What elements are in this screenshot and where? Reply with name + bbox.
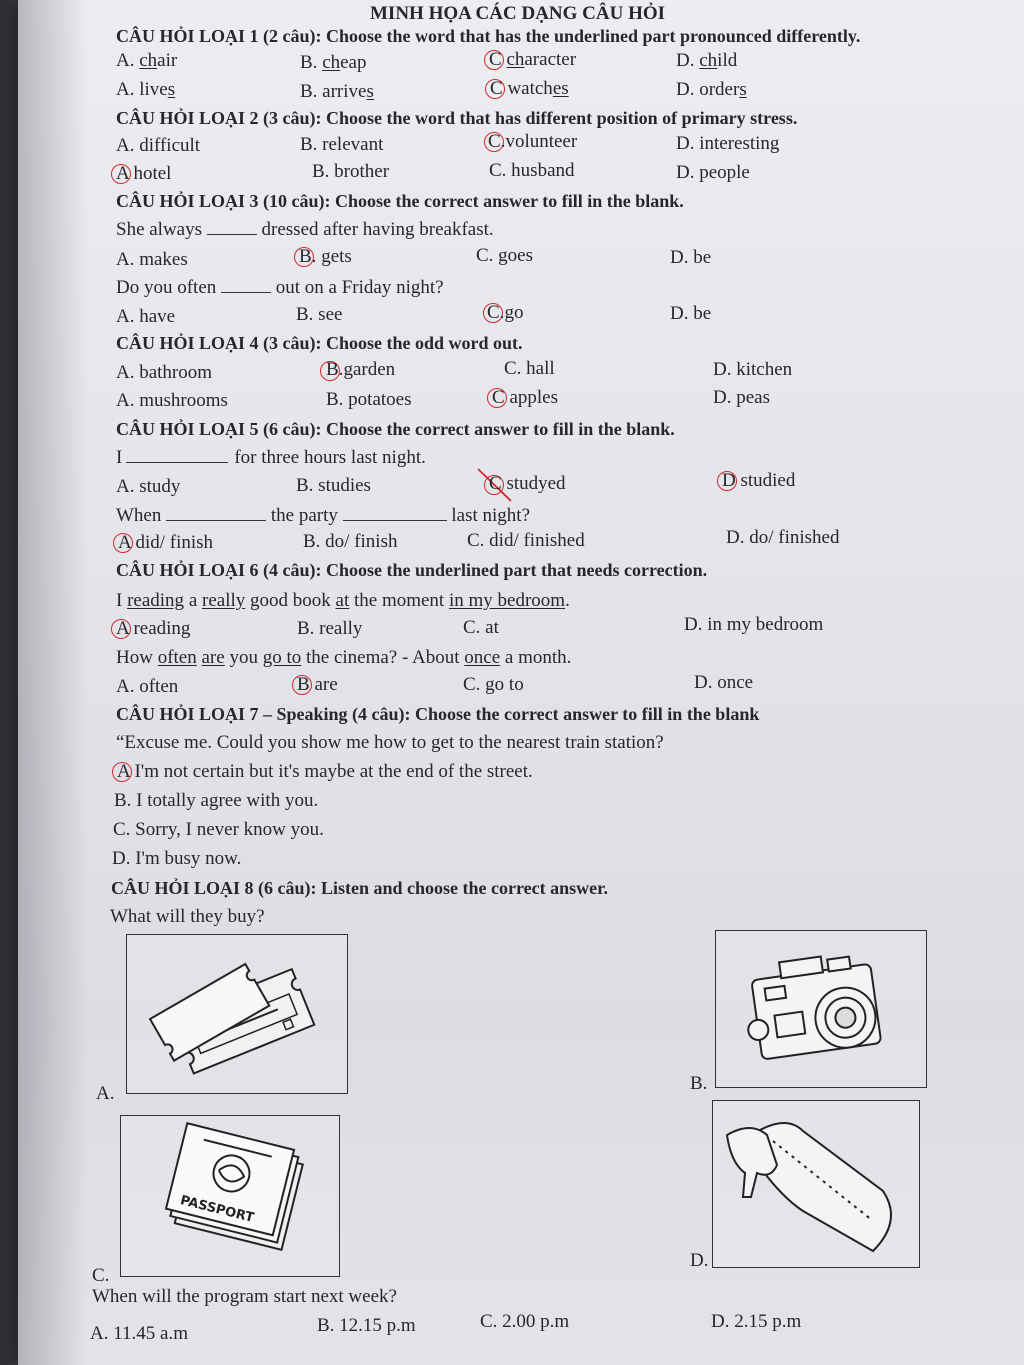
q7-heading: CÂU HỎI LOẠI 7 – Speaking (4 câu): Choose the correct answer to fill in the blank xyxy=(116,704,760,724)
passport-icon xyxy=(121,1116,339,1276)
picture-d-label: D. xyxy=(690,1250,709,1271)
q7-option-c[interactable]: C. Sorry, I never know you. xyxy=(113,819,324,840)
q6-sentence-2: How often are you go to the cinema? - About once a month. xyxy=(116,647,572,668)
q4-r1-option-a[interactable]: A. bathroom xyxy=(116,362,213,383)
q1-r2-option-a[interactable]: A. lives xyxy=(116,79,176,100)
q5-sentence-1: I for three hours last night. xyxy=(116,447,426,468)
q6-sentence-1: I reading a really good book at the moment in my bedroom. xyxy=(116,590,570,611)
q3-s2-option-b[interactable]: B. see xyxy=(296,304,343,325)
q6-s1-option-d[interactable]: D. in my bedroom xyxy=(684,614,824,635)
q8-question: What will they buy? xyxy=(110,906,265,927)
q3-s2-option-c[interactable]: C.go xyxy=(487,302,524,323)
q7-option-d[interactable]: D. I'm busy now. xyxy=(112,848,242,869)
q3-s2-option-a[interactable]: A. have xyxy=(116,306,176,327)
q4-heading: CÂU HỎI LOẠI 4 (3 câu): Choose the odd word out. xyxy=(116,333,523,353)
q5-s1-option-b[interactable]: B. studies xyxy=(296,475,371,496)
q1-heading: CÂU HỎI LOẠI 1 (2 câu): Choose the word that has the underlined part pronounced differently. xyxy=(116,26,861,46)
q6-s1-option-a[interactable]: A reading xyxy=(116,618,191,639)
q5-s2-option-c[interactable]: C. did/ finished xyxy=(467,530,585,551)
q5-s1-option-c[interactable]: C studyed xyxy=(489,473,566,494)
q1-r1-option-c[interactable]: C character xyxy=(489,49,577,70)
q8-q2-option-c[interactable]: C. 2.00 p.m xyxy=(480,1311,570,1332)
q5-s2-option-a[interactable]: A did/ finish xyxy=(118,532,214,553)
q1-r2-option-d[interactable]: D. orders xyxy=(676,79,747,100)
q8-heading: CÂU HỎI LOẠI 8 (6 câu): Listen and choose the correct answer. xyxy=(111,878,608,898)
q4-r2-option-b[interactable]: B. potatoes xyxy=(326,389,412,410)
q6-s1-option-b[interactable]: B. really xyxy=(297,618,363,639)
q4-r1-option-b[interactable]: B.garden xyxy=(326,359,396,380)
picture-d-clothes[interactable] xyxy=(712,1100,920,1268)
q2-r1-option-d[interactable]: D. interesting xyxy=(676,133,780,154)
q2-r2-option-a[interactable]: A hotel xyxy=(116,163,172,184)
q2-r1-option-c[interactable]: C.volunteer xyxy=(488,131,578,152)
q5-s2-option-b[interactable]: B. do/ finish xyxy=(303,531,398,552)
q4-r2-option-a[interactable]: A. mushrooms xyxy=(116,390,228,411)
q2-r2-option-d[interactable]: D. people xyxy=(676,162,750,183)
q5-s1-option-a[interactable]: A. study xyxy=(116,476,181,497)
q6-s2-option-c[interactable]: C. go to xyxy=(463,674,524,695)
picture-a-ticket[interactable] xyxy=(126,934,348,1094)
q7-option-a[interactable]: A I'm not certain but it's maybe at the end of the street. xyxy=(117,761,533,782)
q6-s2-option-a[interactable]: A. often xyxy=(116,676,179,697)
q3-s1-option-d[interactable]: D. be xyxy=(670,247,712,268)
passport-text: PASSPORT xyxy=(178,1193,256,1226)
q7-option-b[interactable]: B. I totally agree with you. xyxy=(114,790,319,811)
q8-q2-option-d[interactable]: D. 2.15 p.m xyxy=(711,1311,802,1332)
q2-r2-option-c[interactable]: C. husband xyxy=(489,160,575,181)
picture-c-passport[interactable] xyxy=(120,1115,340,1277)
q4-r1-option-c[interactable]: C. hall xyxy=(504,358,555,379)
q8-q2-option-a[interactable]: A. 11.45 a.m xyxy=(90,1323,188,1344)
q2-r1-option-b[interactable]: B. relevant xyxy=(300,134,384,155)
ticket-icon xyxy=(127,935,347,1093)
q4-r2-option-c[interactable]: C apples xyxy=(492,387,558,408)
q3-heading: CÂU HỎI LOẠI 3 (10 câu): Choose the correct answer to fill in the blank. xyxy=(116,191,684,211)
q3-s1-option-c[interactable]: C. goes xyxy=(476,245,533,266)
q6-s1-option-c[interactable]: C. at xyxy=(463,617,499,638)
q3-s1-option-b[interactable]: B. gets xyxy=(299,246,352,267)
q6-s2-option-b[interactable]: B are xyxy=(297,674,338,695)
q7-prompt: “Excuse me. Could you show me how to get to the nearest train station? xyxy=(116,732,664,753)
picture-b-camera[interactable] xyxy=(715,930,927,1088)
q5-s1-option-d[interactable]: D studied xyxy=(722,470,796,491)
q1-r1-option-a[interactable]: A. chair xyxy=(116,50,178,71)
q4-r2-option-d[interactable]: D. peas xyxy=(713,387,770,408)
q2-heading: CÂU HỎI LOẠI 2 (3 câu): Choose the word that has different position of primary stress. xyxy=(116,108,798,128)
q2-r2-option-b[interactable]: B. brother xyxy=(312,161,390,182)
q3-sentence-2: Do you often out on a Friday night? xyxy=(116,277,444,298)
picture-b-label: B. xyxy=(690,1073,708,1094)
picture-c-label: C. xyxy=(92,1265,110,1286)
q8-q2-option-b[interactable]: B. 12.15 p.m xyxy=(317,1315,416,1336)
page-title: MINH HỌA CÁC DẠNG CÂU HỎI xyxy=(370,3,666,24)
q1-r1-option-d[interactable]: D. child xyxy=(676,50,738,71)
q1-r2-option-c[interactable]: C watches xyxy=(490,78,569,99)
q6-s2-option-d[interactable]: D. once xyxy=(694,672,754,693)
q3-s2-option-d[interactable]: D. be xyxy=(670,303,712,324)
q4-r1-option-d[interactable]: D. kitchen xyxy=(713,359,793,380)
q1-r2-option-b[interactable]: B. arrives xyxy=(300,81,374,102)
picture-a-label: A. xyxy=(96,1083,115,1104)
paper-shadow xyxy=(18,0,88,1365)
q6-heading: CÂU HỎI LOẠI 6 (4 câu): Choose the underlined part that needs correction. xyxy=(116,560,708,580)
q3-sentence-1: She always dressed after having breakfast. xyxy=(116,219,494,240)
q5-s2-option-d[interactable]: D. do/ finished xyxy=(726,527,840,548)
dress-shoe-icon xyxy=(713,1101,919,1267)
q5-heading: CÂU HỎI LOẠI 5 (6 câu): Choose the correct answer to fill in the blank. xyxy=(116,419,675,439)
q3-s1-option-a[interactable]: A. makes xyxy=(116,249,188,270)
q5-sentence-2: When the party last night? xyxy=(116,505,531,526)
q2-r1-option-a[interactable]: A. difficult xyxy=(116,135,201,156)
q1-r1-option-b[interactable]: B. cheap xyxy=(300,52,367,73)
q8-question-2: When will the program start next week? xyxy=(92,1286,397,1307)
camera-icon xyxy=(716,931,926,1087)
